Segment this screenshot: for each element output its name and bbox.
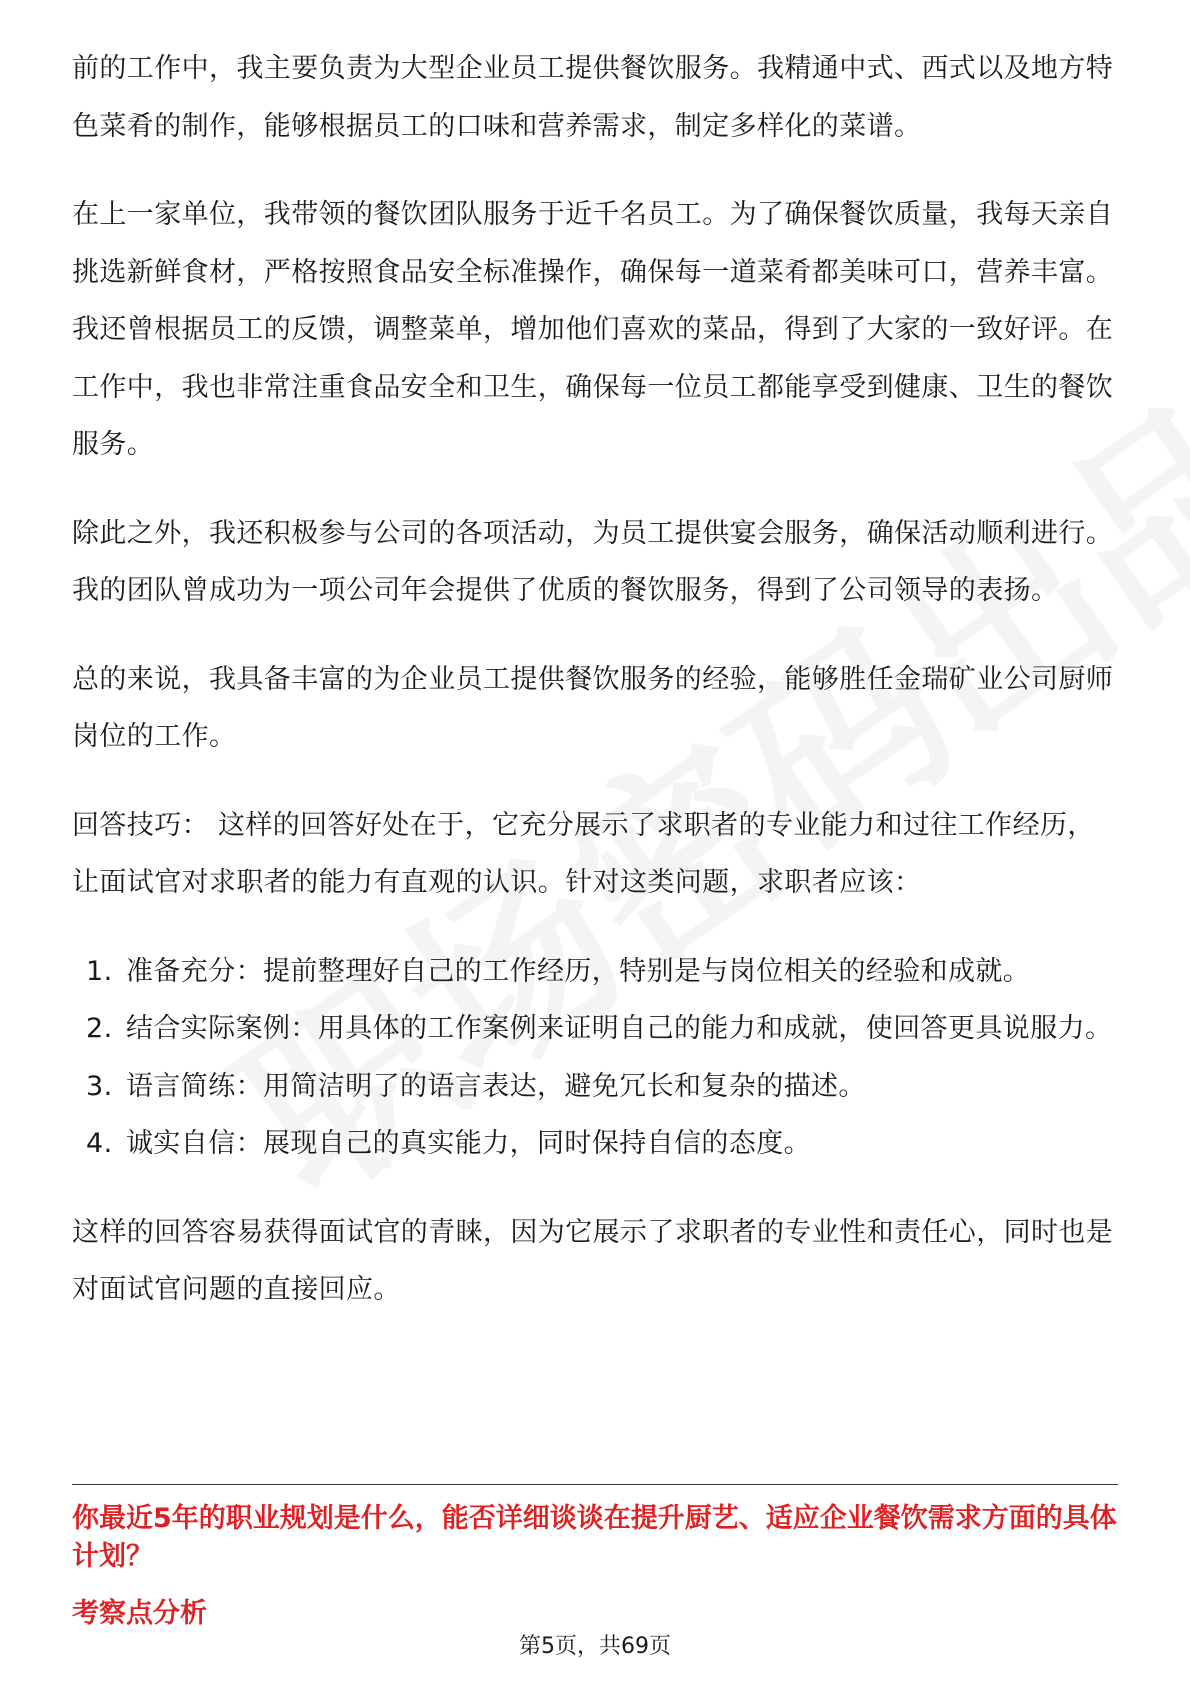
list-item-text: 结合实际案例：用具体的工作案例来证明自己的能力和成就，使回答更具说服力。 bbox=[126, 1013, 1113, 1044]
section-divider bbox=[72, 1484, 1118, 1485]
list-item-number: 1. bbox=[86, 955, 113, 987]
tips-list bbox=[72, 943, 1118, 1173]
list-item-text: 诚实自信：展现自己的真实能力，同时保持自信的态度。 bbox=[126, 1128, 811, 1159]
paragraph-closing: 这样的回答容易获得面试官的青睐，因为它展示了求职者的专业性和责任心，同时也是对面试官问题的直接回应。 bbox=[72, 1216, 1114, 1305]
list-item-text: 语言简练：用简洁明了的语言表达，避免冗长和复杂的描述。 bbox=[126, 1070, 866, 1102]
list-item-number: 4. bbox=[86, 1128, 113, 1159]
analysis-section-title: 考察点分析 bbox=[72, 1598, 207, 1629]
list-item-number: 3. bbox=[86, 1070, 113, 1102]
paragraph-answer-tips: 回答技巧： 这样的回答好处在于，它充分展示了求职者的专业能力和过往工作经历，让面试官对求职者的能力有直观的认识。针对这类问题，求职者应该： bbox=[72, 809, 1095, 898]
next-question-heading: 你最近5年的职业规划是什么，能否详细谈谈在提升厨艺、适应企业餐饮需求方面的具体计划？ bbox=[72, 1503, 1117, 1572]
list-item bbox=[72, 943, 1118, 1001]
paragraph-company-activities: 除此之外，我还积极参与公司的各项活动，为员工提供宴会服务，确保活动顺利进行。我的团队曾成功为一项公司年会提供了优质的餐饮服务，得到了公司领导的表扬。 bbox=[72, 517, 1114, 606]
document-body bbox=[72, 40, 1118, 1350]
list-item-text: 准备充分：提前整理好自己的工作经历，特别是与岗位相关的经验和成就。 bbox=[126, 955, 1031, 987]
list-item bbox=[72, 1115, 1118, 1173]
page-number: 第5页，共69页 bbox=[519, 1634, 671, 1659]
list-item bbox=[72, 1058, 1118, 1116]
paragraph-previous-unit: 在上一家单位，我带领的餐饮团队服务于近千名员工。为了确保餐饮质量，我每天亲自挑选新鲜食材，严格按照食品安全标准操作，确保每一道菜肴都美味可口，营养丰富。我还曾根据员工的反馈，调整菜单，增加他们喜欢的菜品，得到了大家的一致好评。在工作中，我也非常注重食品安全和卫生，确保每一位员工都能享受到健康、卫生的餐饮服务。 bbox=[72, 199, 1114, 460]
paragraph-summary: 总的来说，我具备丰富的为企业员工提供餐饮服务的经验，能够胜任金瑞矿业公司厨师岗位的工作。 bbox=[72, 663, 1114, 752]
list-item-number: 2. bbox=[86, 1013, 113, 1044]
paragraph-work-experience: 前的工作中，我主要负责为大型企业员工提供餐饮服务。我精通中式、西式以及地方特色菜肴的制作，能够根据员工的口味和营养需求，制定多样化的菜谱。 bbox=[72, 53, 1114, 142]
list-item bbox=[72, 1000, 1118, 1058]
